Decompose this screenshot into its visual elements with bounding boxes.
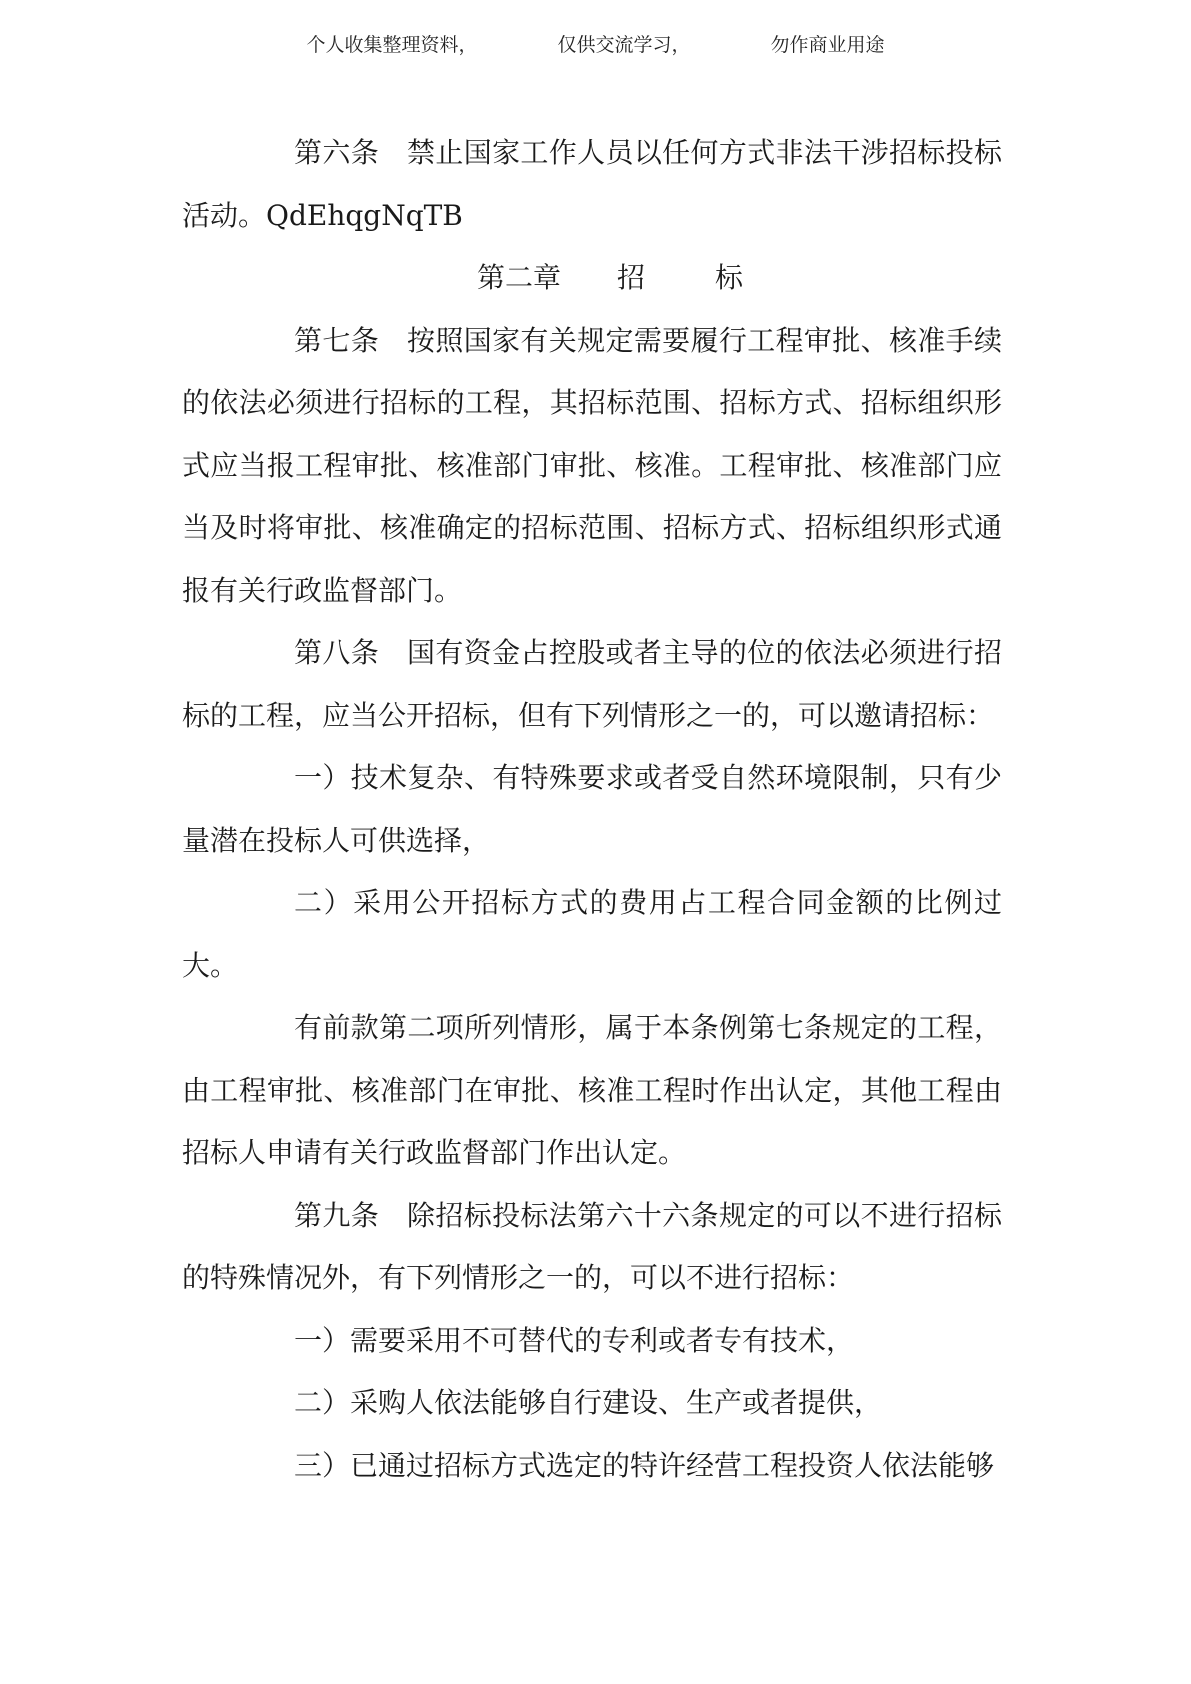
chapter-2-heading bbox=[182, 247, 1002, 310]
page-header bbox=[0, 32, 1191, 58]
article-8-paragraph-2: 有前款第二项所列情形，属于本条例第七条规定的工程，由工程审批、核准部门在审批、核准工程时作出认定，其他工程由招标人申请有关行政监督部门作出认定。 bbox=[182, 1011, 1002, 1169]
chapter-2-number: 第二章 bbox=[476, 261, 561, 294]
chapter-2-title-char-2: 标 bbox=[715, 261, 744, 294]
article-7-text: 按照国家有关规定需要履行工程审批、核准手续的依法必须进行招标的工程，其招标范围、招标方式、招标组织形式应当报工程审批、核准部门审批、核准。工程审批、核准部门应当及时将审批、核准确定的招标范围、招标方式、招标组织形式通报有关行政监督部门。 bbox=[182, 323, 1002, 607]
article-6 bbox=[182, 122, 1002, 247]
article-9-label: 第九条 bbox=[294, 1198, 380, 1232]
document-body bbox=[182, 122, 1002, 1497]
article-8-item-2: 二）采用公开招标方式的费用占工程合同金额的比例过大。 bbox=[182, 886, 1002, 982]
article-9 bbox=[182, 1185, 1002, 1310]
article-8 bbox=[182, 622, 1002, 747]
article-9-item-3: 三）已通过招标方式选定的特许经营工程投资人依法能够 bbox=[294, 1448, 995, 1482]
article-9-text: 除招标投标法第六十六条规定的可以不进行招标的特殊情况外，有下列情形之一的，可以不进行招标： bbox=[182, 1198, 1002, 1294]
header-text-2: 仅供交流学习， bbox=[557, 34, 691, 56]
article-7 bbox=[182, 310, 1002, 623]
article-6-label: 第六条 bbox=[294, 136, 380, 169]
article-6-text: 禁止国家工作人员以任何方式非法干涉招标投标活动。QdEhqgNqTB bbox=[182, 136, 1002, 232]
article-8-label: 第八条 bbox=[294, 636, 380, 669]
header-text-1: 个人收集整理资料， bbox=[306, 34, 478, 56]
header-text-3: 勿作商业用途 bbox=[770, 34, 885, 56]
article-7-label: 第七条 bbox=[294, 323, 380, 357]
article-9-item-2: 二）采购人依法能够自行建设、生产或者提供， bbox=[294, 1386, 883, 1419]
article-8-text: 国有资金占控股或者主导的位的依法必须进行招标的工程，应当公开招标，但有下列情形之一的，可以邀请招标： bbox=[182, 636, 1002, 732]
chapter-2-title-char-1: 招 bbox=[616, 261, 645, 294]
article-9-item-1: 一）需要采用不可替代的专利或者专有技术， bbox=[294, 1323, 855, 1357]
article-8-item-1: 一）技术复杂、有特殊要求或者受自然环境限制，只有少量潜在投标人可供选择， bbox=[182, 761, 1002, 857]
